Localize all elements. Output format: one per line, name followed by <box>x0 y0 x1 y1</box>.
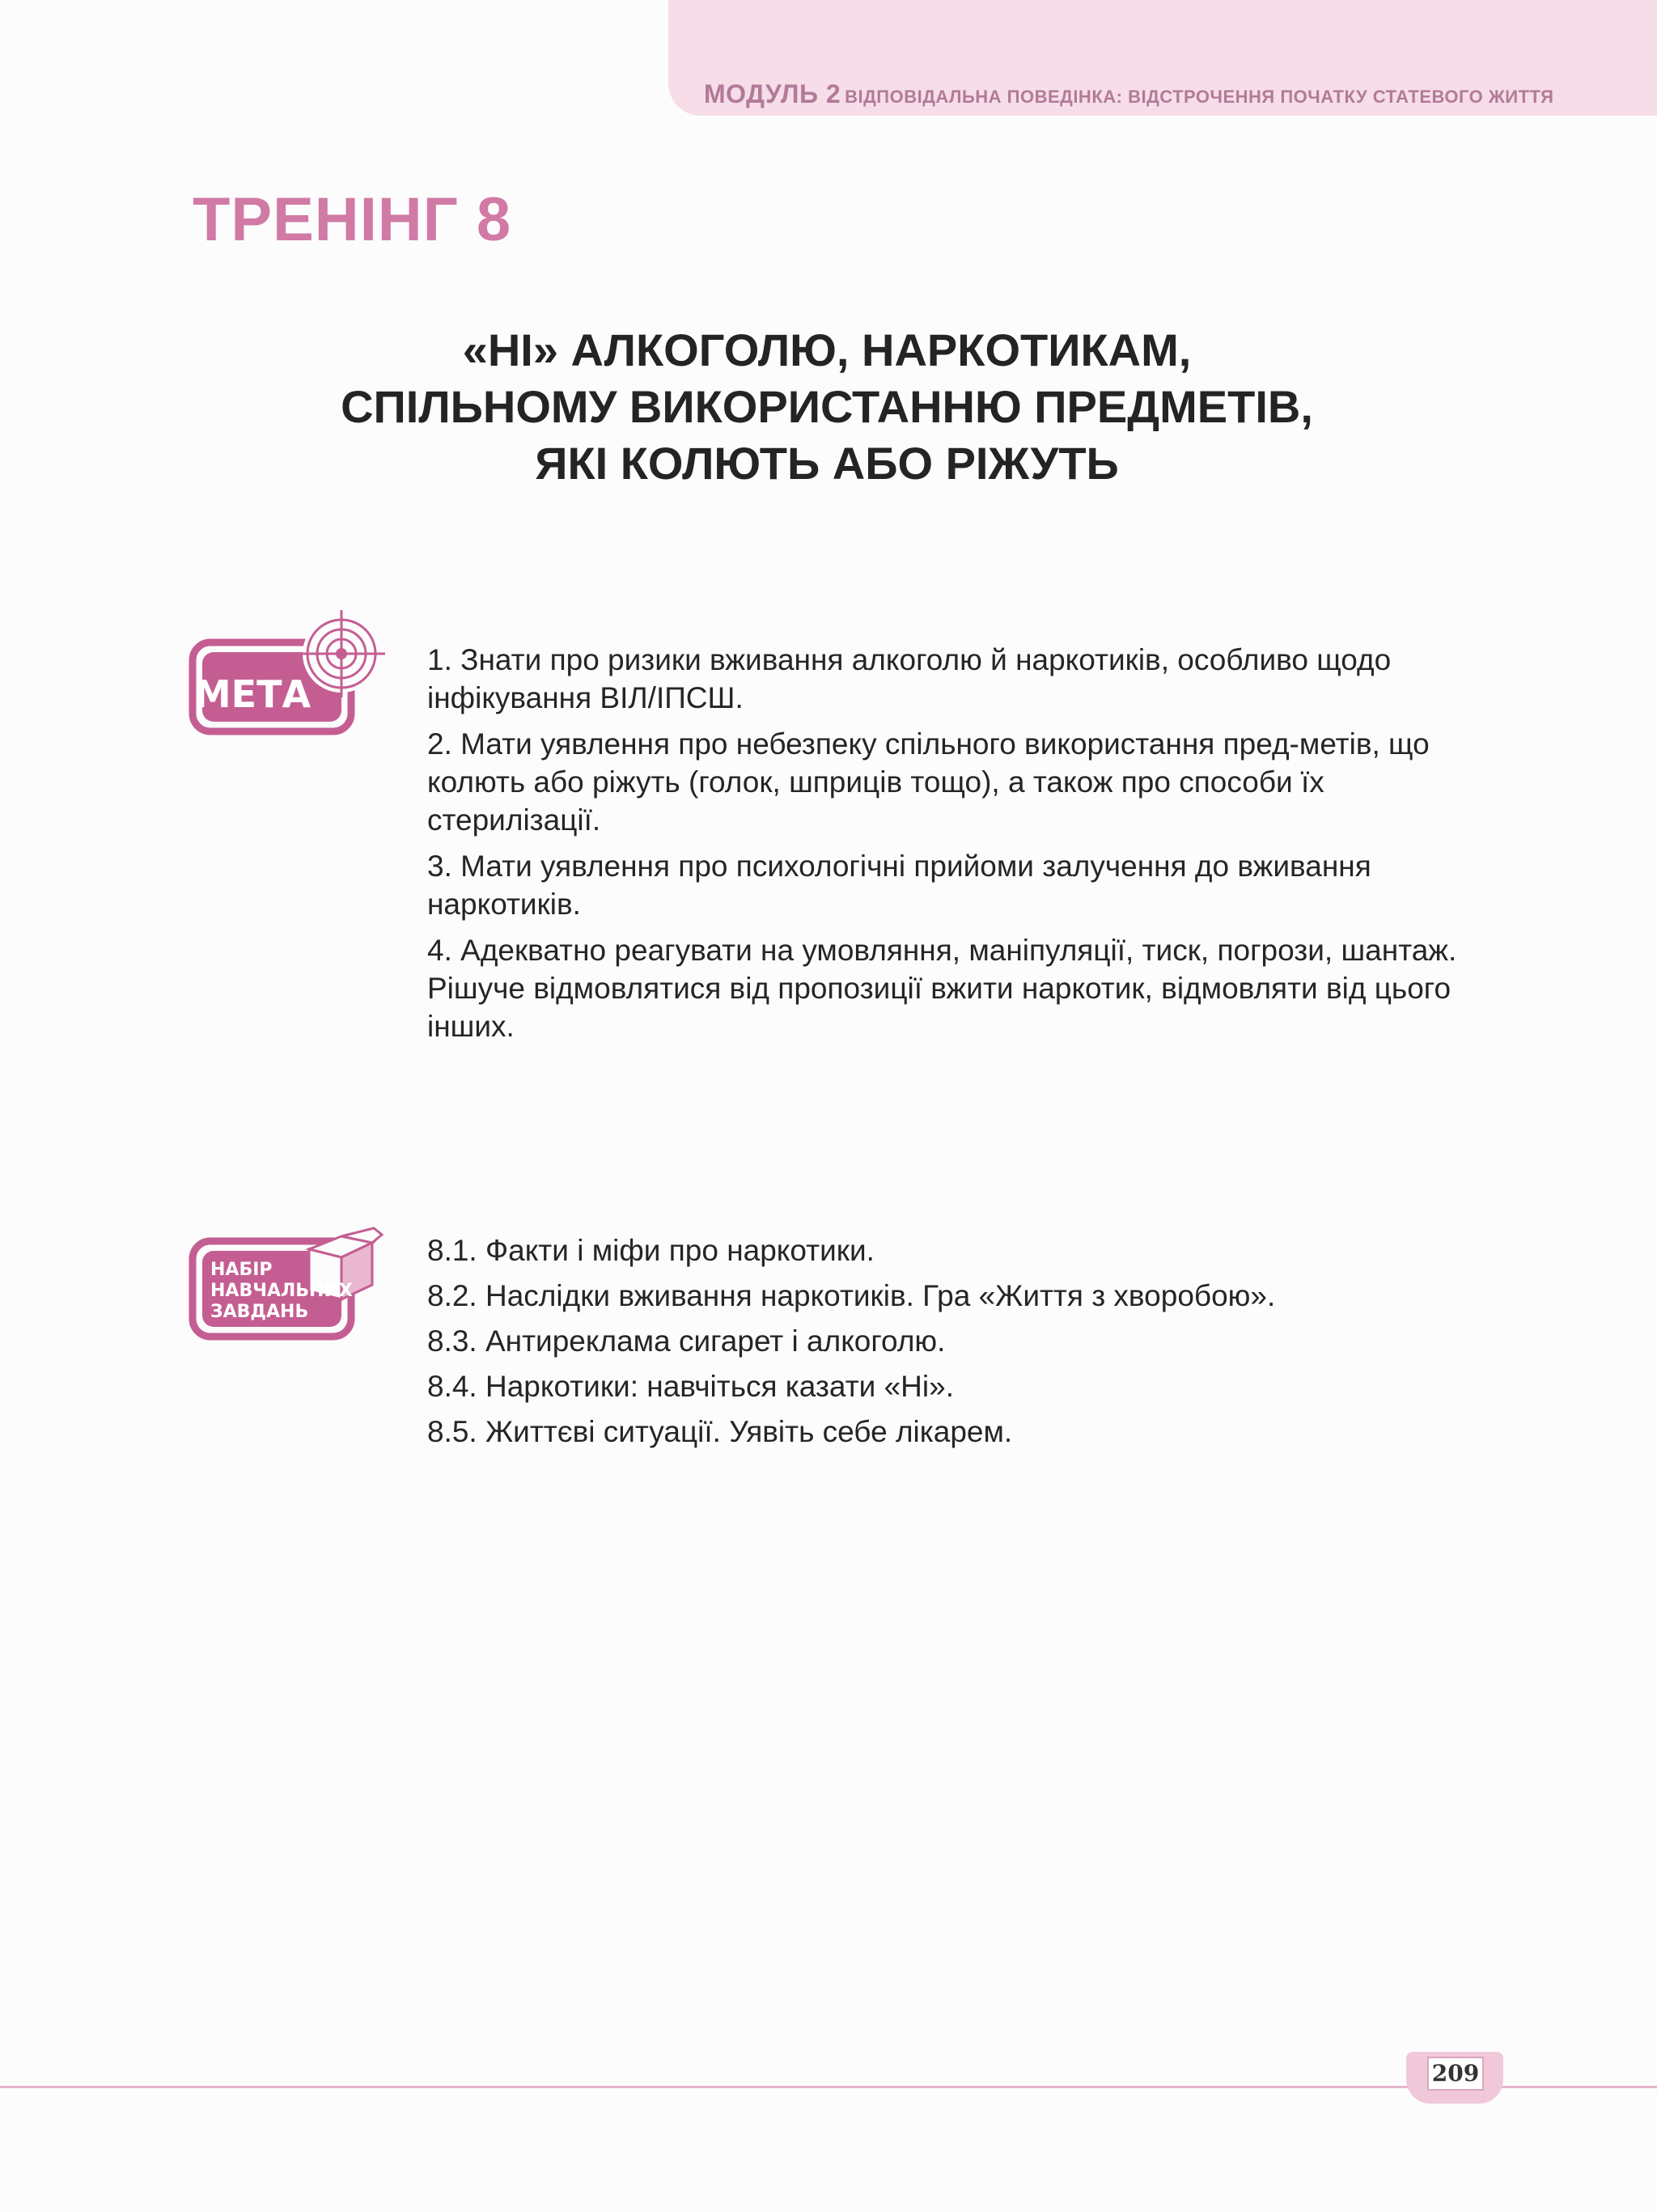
goal-item: 3. Мати уявлення про психологічні прийоми залучення до вживання наркотиків. <box>427 850 1371 921</box>
tasks-badge-label: НАБІР <box>210 1260 273 1280</box>
goal-item: 2. Мати уявлення про небезпеку спільного використання пред-метів, що колють або ріжуть (голок, шприців тощо), а також про способи їх стерилізації. <box>427 727 1430 837</box>
page-title <box>180 322 1474 492</box>
page-title-line: СПІЛЬНОМУ ВИКОРИСТАННЮ ПРЕДМЕТІВ, <box>341 381 1313 432</box>
module-subtitle: ВІДПОВІДАЛЬНА ПОВЕДІНКА: ВІДСТРОЧЕННЯ ПОЧАТКУ СТАТЕВОГО ЖИТТЯ <box>845 87 1554 107</box>
module-label: МОДУЛЬ 2 <box>704 79 841 108</box>
goal-badge <box>188 608 386 746</box>
tasks-badge <box>188 1225 386 1342</box>
task-item: 8.5. Життєві ситуації. Уявіть себе лікарем. <box>427 1415 1013 1448</box>
tasks-list <box>427 1228 1479 1455</box>
goal-item: 1. Знати про ризики вживання алкоголю й наркотиків, особливо щодо інфікування ВІЛ/ІПСШ. <box>427 643 1392 714</box>
task-item: 8.1. Факти і міфи про наркотики. <box>427 1234 875 1267</box>
task-item: 8.4. Наркотики: навчіться казати «Ні». <box>427 1370 954 1403</box>
page-title-line: ЯКІ КОЛЮТЬ АБО РІЖУТЬ <box>535 438 1119 489</box>
running-header <box>704 79 1554 109</box>
goals-list <box>427 641 1479 1053</box>
tasks-badge-label: ЗАВДАНЬ <box>210 1302 309 1322</box>
goal-item: 4. Адекватно реагувати на умовляння, маніпуляції, тиск, погрози, шантаж. Рішуче відмовлятися від пропозиції вжити наркотик, відмовляти від цього інших. <box>427 934 1457 1043</box>
goal-badge-label: МЕТА <box>193 672 311 716</box>
task-item: 8.3. Антиреклама сигарет і алкоголю. <box>427 1324 946 1358</box>
tasks-badge-label: НАВЧАЛЬНИХ <box>210 1281 353 1301</box>
training-title: ТРЕНІНГ 8 <box>193 185 512 254</box>
page-number: 209 <box>1427 2057 1484 2091</box>
task-item: 8.2. Наслідки вживання наркотиків. Гра «Життя з хворобою». <box>427 1279 1276 1312</box>
page-title-line: «НІ» АЛКОГОЛЮ, НАРКОТИКАМ, <box>462 324 1192 375</box>
